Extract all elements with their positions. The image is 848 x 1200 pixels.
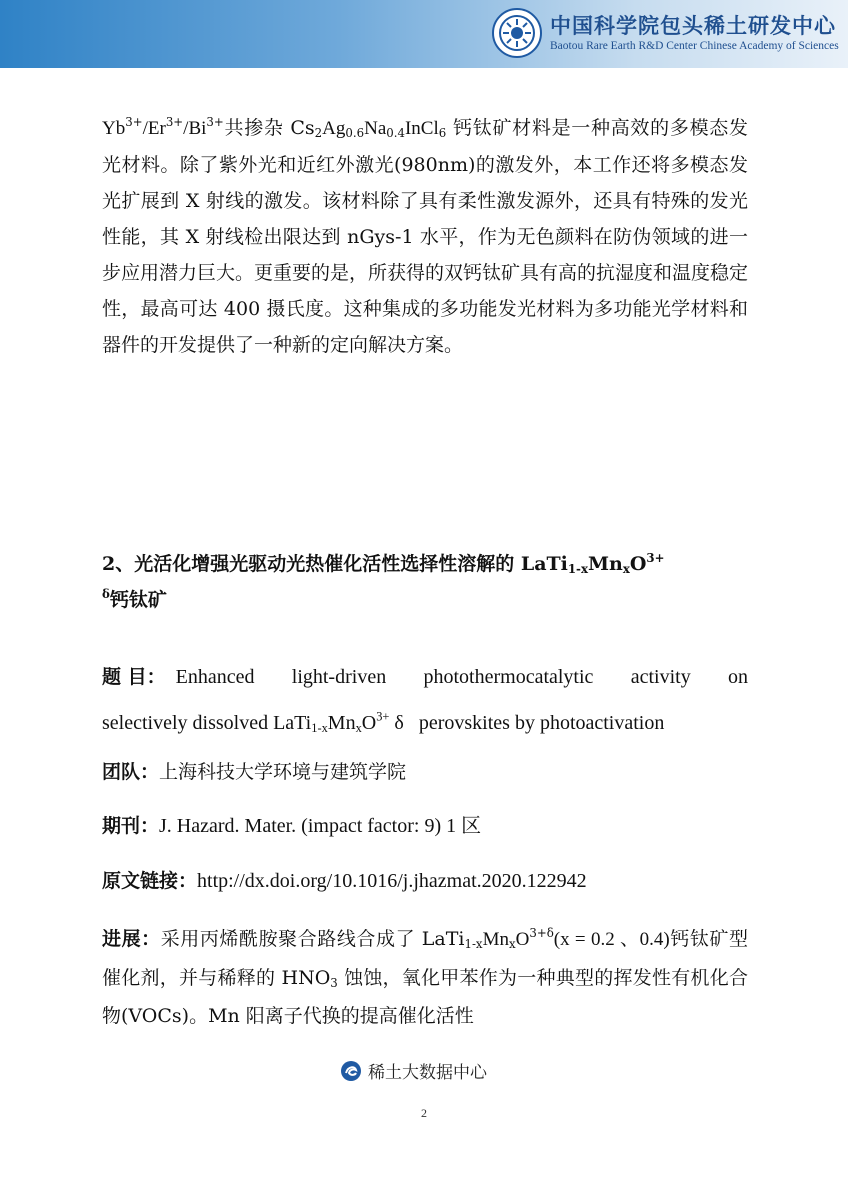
org-name	[550, 13, 839, 53]
progress-label: 进展：	[102, 928, 161, 950]
title-text-line-1: Enhanced light-driven photothermocatalytic activity on	[175, 666, 748, 688]
footer-brand	[340, 1058, 487, 1083]
journal-line	[102, 811, 748, 841]
page-header-banner	[0, 0, 848, 68]
paper-title	[102, 654, 748, 746]
team-value: 上海科技大学环境与建筑学院	[159, 761, 407, 783]
paper-title-line-2: selectively dissolved $LaTi_{1-x}Mn_xO^{3+}$ δ perovskites by photoactivation	[102, 709, 665, 736]
journal-label: 期刊：	[102, 815, 160, 837]
team-label: 团队：	[102, 761, 160, 783]
doi-link[interactable]: http://dx.doi.org/10.1016/j.jhazmat.2020.122942	[197, 870, 587, 892]
rare-earth-data-icon	[340, 1060, 362, 1082]
org-name-english: Baotou Rare Earth R&D Center Chinese Academy of Sciences	[550, 40, 839, 52]
org-name-chinese: 中国科学院包头稀土研发中心	[550, 13, 836, 38]
cas-logo-icon	[492, 8, 542, 58]
link-label: 原文链接：	[102, 870, 198, 892]
link-line	[102, 866, 748, 896]
paper-title-line-1	[102, 654, 748, 700]
progress-paragraph: 进展：采用丙烯酰胺聚合路线合成了 $LaTi_{1-x}Mn_xO^{3+\delta}(x = 0.2$ 、0.4)钙钛矿型催化剂，并与稀释的 $HNO_3$ 蚀蚀，氧化甲苯作为一种典型的挥发性有机化合物(VOCs)。Mn 阳离子代换的提高催化活性	[102, 925, 748, 1027]
title-label: 题 目：	[102, 666, 166, 688]
org-logo-block	[492, 8, 839, 58]
footer-brand-text: 稀土大数据中心	[368, 1063, 487, 1083]
page-number: 2	[421, 1106, 427, 1120]
journal-value: J. Hazard. Mater. (impact factor: 9) 1 区	[159, 815, 482, 837]
team-line	[102, 757, 748, 787]
section-heading: 2、光活化增强光驱动光热催化活性选择性溶解的 $LaTi_{1-x}Mn_xO^{3+}$ $^\delta$钙钛矿	[102, 550, 665, 611]
intro-paragraph: $Yb^{3+}/Er^{3+}/Bi^{3+}$共掺杂 $Cs_2Ag_{0.6}Na_{0.4}InCl_6$ 钙钛矿材料是一种高效的多模态发光材料。除了紫外光和近红外激光(980nm)的激发外，本工作还将多模态发光扩展到 X 射线的激发。该材料除了具有柔性激发源外，还具有特殊的发光性能，其 X 射线检出限达到 nGys-1 水平，作为无色颜料在防伪领域的进一步应用潜力巨大。更重要的是，所获得的双钙钛矿具有高的抗湿度和温度稳定性，最高可达 400 摄氏度。这种集成的多功能发光材料为多功能光学材料和器件的开发提供了一种新的定向解决方案。	[102, 114, 749, 356]
